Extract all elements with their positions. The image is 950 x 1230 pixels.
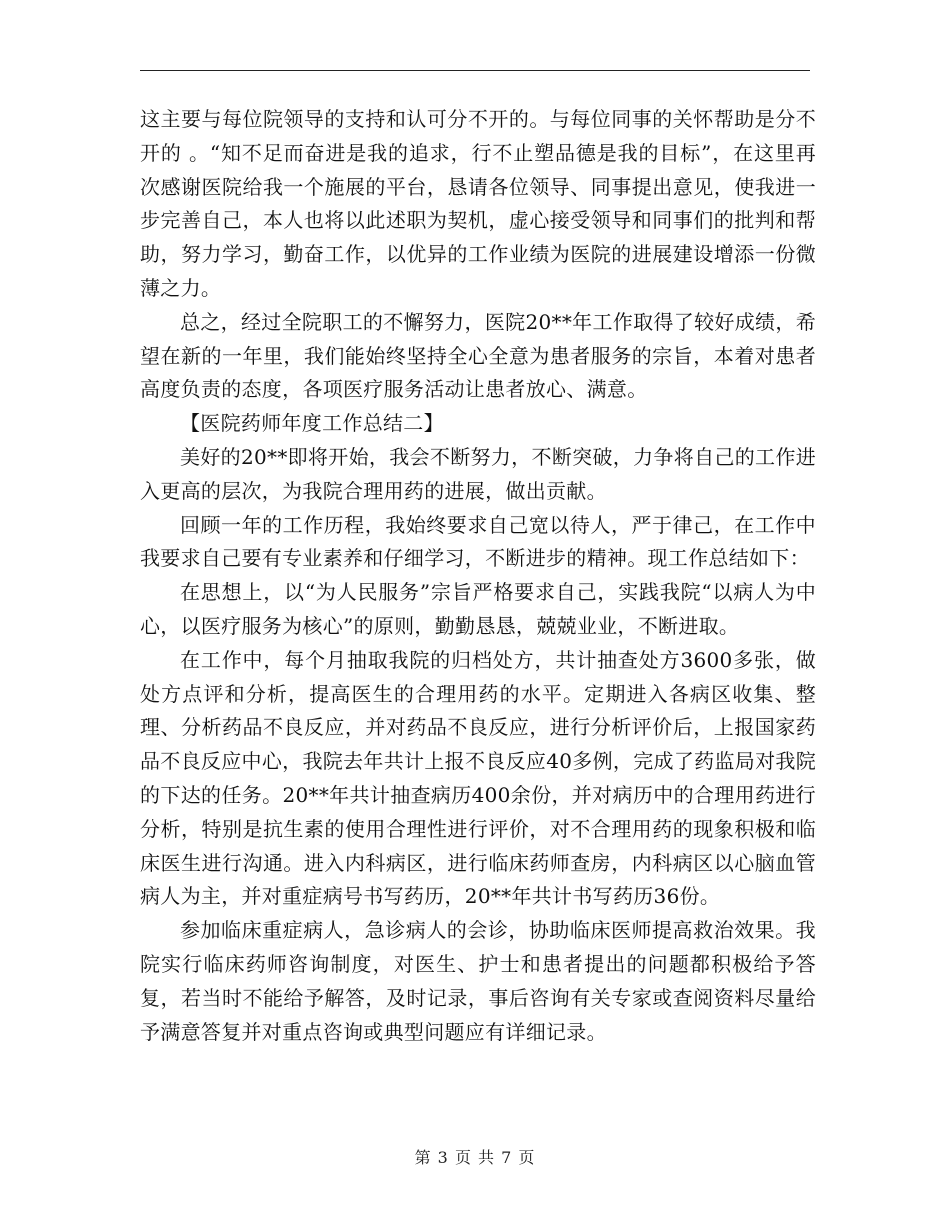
paragraph: 在工作中，每个月抽取我院的归档处方，共计抽查处方3600多张，做处方点评和分析，提高医生的合理用药的水平。定期进入各病区收集、整理、分析药品不良反应，并对药品不良反应，进行分析评价后，上报国家药品不良反应中心，我院去年共计上报不良反应40多例，完成了药监局对我院的下达的任务。20**年共计抽查病历400余份，并对病历中的合理用药进行分析，特别是抗生素的使用合理性进行评价，对不合理用药的现象积极和临床医生进行沟通。进入内科病区，进行临床药师查房，内科病区以心脑血管病人为主，并对重症病号书写药历，20**年共计书写药历36份。 (140, 647, 816, 909)
paragraph: 总之，经过全院职工的不懈努力，医院20**年工作取得了较好成绩，希望在新的一年里，我们能始终坚持全心全意为患者服务的宗旨，本着对患者高度负责的态度，各项医疗服务活动让患者放心、满意。 (140, 309, 816, 402)
paragraph: 参加临床重症病人，急诊病人的会诊，协助临床医师提高救治效果。我院实行临床药师咨询制度，对医生、护士和患者提出的问题都积极给予答复，若当时不能给予解答，及时记录，事后咨询有关专家或查阅资料尽量给予满意答复并对重点咨询或典型问题应有详细记录。 (140, 918, 816, 1044)
page-number-footer: 第 3 页 共 7 页 (414, 1148, 536, 1167)
header-rule (140, 70, 810, 71)
paragraph: 回顾一年的工作历程，我始终要求自己宽以待人，严于律己，在工作中我要求自己要有专业素养和仔细学习，不断进步的精神。现工作总结如下： (140, 512, 816, 571)
paragraph: 在思想上，以“为人民服务”宗旨严格要求自己，实践我院“以病人为中心，以医疗服务为核心”的原则，勤勤恳恳，兢兢业业，不断进取。 (140, 580, 816, 638)
paragraph: 这主要与每位院领导的支持和认可分不开的。与每位同事的关怀帮助是分不开的 。“知不足而奋进是我的追求，行不止塑品德是我的目标”，在这里再次感谢医院给我一个施展的平台，恳请各位领导、同事提出意见，使我进一步完善自己，本人也将以此述职为契机，虚心接受领导和同事们的批判和帮助，努力学习，勤奋工作，以优异的工作业绩为医院的进展建设增添一份微薄之力。 (140, 107, 816, 300)
section-heading: 【医院药师年度工作总结二】 (180, 411, 444, 436)
paragraph: 美好的20**即将开始，我会不断努力，不断突破，力争将自己的工作进入更高的层次，为我院合理用药的进展，做出贡献。 (140, 444, 816, 503)
document-body (140, 103, 816, 1049)
